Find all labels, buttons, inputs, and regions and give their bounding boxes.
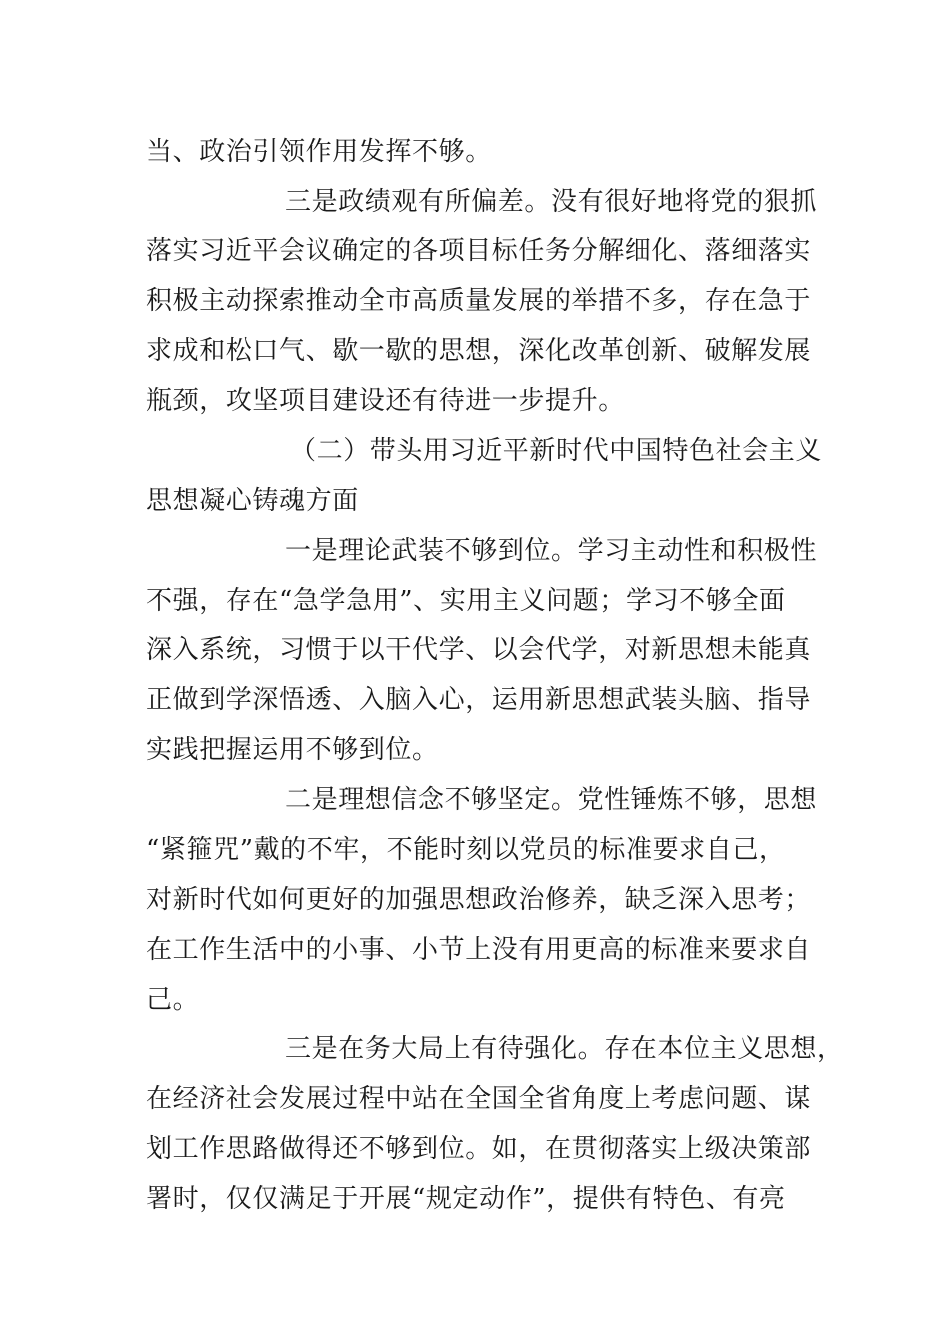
text-line: 深入系统，习惯于以干代学、以会代学，对新思想未能真 <box>146 635 812 665</box>
text-line: 在经济社会发展过程中站在全国全省角度上考虑问题、谋 <box>146 1084 812 1114</box>
section-heading-line: （二）带头用习近平新时代中国特色社会主义 <box>290 436 823 466</box>
text-line: 一是理论武装不够到位。学习主动性和积极性 <box>285 536 818 566</box>
text-line: 不强，存在“急学急用”、实用主义问题；学习不够全面 <box>146 586 786 616</box>
text-line: 三是在务大局上有待强化。存在本位主义思想， <box>285 1034 844 1064</box>
text-line: “紧箍咒”戴的不牢，不能时刻以党员的标准要求自己， <box>146 835 786 865</box>
section-heading-line: 思想凝心铸魂方面 <box>146 486 359 516</box>
text-line: 瓶颈，攻坚项目建设还有待进一步提升。 <box>146 386 625 416</box>
text-line: 当、政治引领作用发挥不够。 <box>146 137 492 167</box>
text-line: 己。 <box>146 985 200 1015</box>
text-line: 划工作思路做得还不够到位。如，在贯彻落实上级决策部 <box>146 1134 812 1164</box>
text-line: 对新时代如何更好的加强思想政治修养，缺乏深入思考； <box>146 885 812 915</box>
text-line: 求成和松口气、歇一歇的思想，深化改革创新、破解发展 <box>146 336 812 366</box>
text-line: 署时，仅仅满足于开展“规定动作”，提供有特色、有亮 <box>146 1184 786 1214</box>
text-line: 三是政绩观有所偏差。没有很好地将党的狠抓 <box>285 187 818 217</box>
text-line: 实践把握运用不够到位。 <box>146 735 439 765</box>
text-line: 落实习近平会议确定的各项目标任务分解细化、落细落实 <box>146 236 812 266</box>
text-line: 正做到学深悟透、入脑入心，运用新思想武装头脑、指导 <box>146 685 812 715</box>
text-line: 积极主动探索推动全市高质量发展的举措不多，存在急于 <box>146 286 812 316</box>
text-line: 二是理想信念不够坚定。党性锤炼不够，思想 <box>285 785 818 815</box>
text-line: 在工作生活中的小事、小节上没有用更高的标准来要求自 <box>146 935 812 965</box>
